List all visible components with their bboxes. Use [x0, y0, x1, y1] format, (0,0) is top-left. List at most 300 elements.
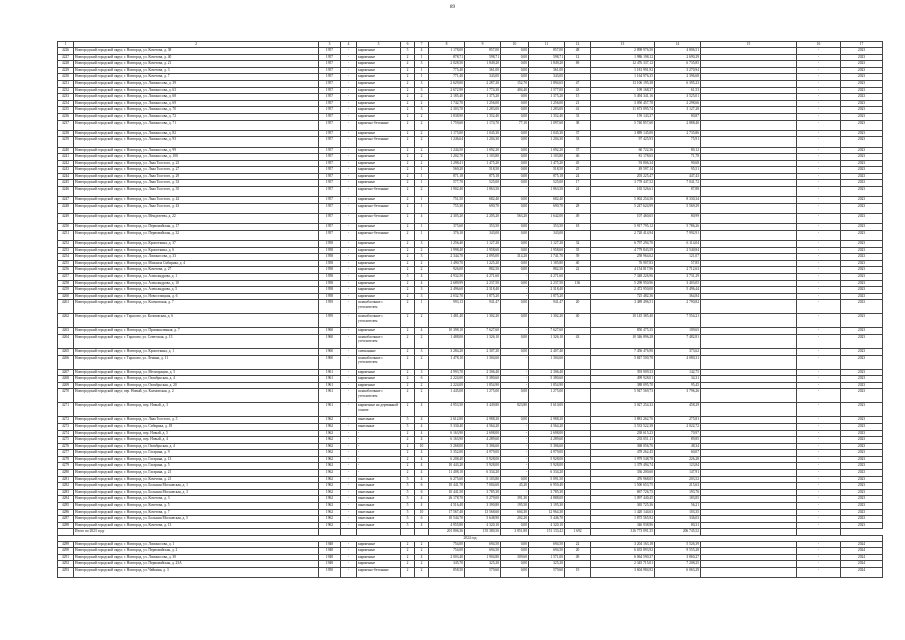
table-cell: 193,76 — [655, 489, 701, 496]
table-cell: 2 — [401, 355, 415, 369]
table-cell: 11 408,10 — [429, 470, 465, 477]
table-cell: - — [341, 113, 357, 120]
table-cell: 2 — [401, 137, 415, 147]
table-cell: 4262 — [58, 314, 74, 328]
table-cell: 4272 — [58, 417, 74, 424]
table-cell: - — [797, 522, 841, 529]
table-cell: 4 — [415, 328, 429, 335]
table-row — [58, 214, 883, 224]
table-row — [58, 389, 883, 403]
column-number: 14 — [655, 42, 701, 48]
table-cell: - — [797, 314, 841, 328]
table-cell: 9 555,28 — [655, 548, 701, 555]
table-cell: - — [797, 54, 841, 61]
column-number: 3 — [319, 42, 341, 48]
table-cell: - — [797, 287, 841, 294]
table-cell: кирпичные — [357, 180, 401, 187]
table-cell: - — [797, 80, 841, 87]
table-cell: 2 — [401, 100, 415, 107]
table-cell: 2 — [401, 456, 415, 463]
table-cell: 1 204,30 — [465, 137, 501, 147]
table-cell: - — [501, 187, 529, 197]
table-cell: 1 298,41 — [429, 160, 465, 167]
table-cell: 12 — [565, 54, 591, 61]
table-cell: 3 127,28 — [655, 107, 701, 114]
table-cell — [701, 160, 797, 167]
table-cell: 857,00 — [465, 48, 501, 55]
table-cell: 81 178,65 — [591, 154, 655, 161]
table-cell: - — [341, 167, 357, 174]
table-cell: - — [341, 476, 357, 483]
table-cell: - — [357, 463, 401, 470]
table-cell: 1 979 548,78 — [591, 456, 655, 463]
table-cell: 203,52 — [655, 476, 701, 483]
table-cell: - — [797, 423, 841, 430]
table-cell: 5 — [401, 48, 415, 55]
table-cell: 361,00 — [465, 67, 501, 74]
table-cell: 2 095,00 — [465, 254, 501, 261]
table-cell: 5 446,70 — [529, 516, 565, 523]
table-cell: 376,10 — [429, 230, 465, 240]
table-cell: 4 — [415, 456, 429, 463]
table-cell: 1962 — [319, 443, 341, 450]
table-cell: 1948 — [319, 541, 341, 548]
table-cell: - — [341, 173, 357, 180]
table-cell: 3 403,05 — [655, 280, 701, 287]
table-cell: 4270 — [58, 389, 74, 403]
table-cell: 1 092,20 — [529, 147, 565, 154]
table-cell: 4 — [415, 214, 429, 224]
table-cell: 4240 — [58, 147, 74, 154]
table-cell: 1 854,90 — [465, 382, 501, 389]
table-cell: Новгородский городской округ, г. Новгород, ул. Кочетова, д. 13 — [74, 522, 319, 529]
table-cell: 275,81 — [655, 417, 701, 424]
table-cell: - — [797, 160, 841, 167]
table-cell: 1957 — [319, 120, 341, 130]
table-cell: 2 — [415, 154, 429, 161]
table-cell — [701, 197, 797, 204]
table-cell: - — [501, 456, 529, 463]
table-cell: 2 — [401, 328, 415, 335]
table-cell — [701, 293, 797, 300]
column-number: 8 — [429, 42, 465, 48]
table-cell: 10 398,10 — [429, 328, 465, 335]
table-cell: 2 — [401, 94, 415, 101]
table-cell: Новгородский городской округ, г. Новгород, ул. Ломоносова, д. 93 — [74, 137, 319, 147]
table-cell: 2 — [415, 314, 429, 328]
table-cell: 6 334,20 — [529, 470, 565, 477]
table-cell: 3 — [415, 241, 429, 248]
table-cell: Новгородский городской округ, г. Новгород, ул. Кочетова, д. 21 — [74, 476, 319, 483]
table-cell: 1957 — [319, 54, 341, 61]
table-cell: 2023 — [841, 417, 883, 424]
table-cell: 4244 — [58, 173, 74, 180]
table-cell: 1 420 144,63 — [591, 509, 655, 516]
table-cell: - — [341, 541, 357, 548]
table-cell: кирпичные — [357, 280, 401, 287]
table-cell: 123,84 — [655, 463, 701, 470]
table-cell: 2 — [401, 403, 415, 417]
table-cell — [701, 476, 797, 483]
table-cell: Новгородский городской округ, г. Новгород, ул. Льва Толстого, д. 35 — [74, 187, 319, 197]
table-cell: 147,91 — [655, 470, 701, 477]
table-cell: 2023 — [841, 293, 883, 300]
table-cell: 1958 — [319, 280, 341, 287]
table-cell — [565, 496, 591, 503]
table-cell: 2 — [401, 254, 415, 261]
table-cell: 2 — [401, 147, 415, 154]
table-cell: 2 — [401, 267, 415, 274]
table-cell: 89,85 — [655, 437, 701, 444]
table-cell: 4241 — [58, 154, 74, 161]
table-cell: Новгородский городской округ, г. Новгород, ул. Ломоносова, д. 1 — [74, 541, 319, 548]
table-cell: 4274 — [58, 430, 74, 437]
table-cell: - — [797, 509, 841, 516]
table-cell: 2 — [401, 334, 415, 348]
table-cell: - — [341, 450, 357, 457]
table-cell: 1962 — [319, 509, 341, 516]
table-cell: 22 — [565, 541, 591, 548]
table-cell: 1 302,20 — [529, 314, 565, 328]
table-cell: 4288 — [58, 522, 74, 529]
table-cell: Новгородский городской округ, г. Новгород, ул. Кропоткина, д. 1 — [74, 348, 319, 355]
table-cell: Новгородский городской округ, г. Новгород, ул. Александрова, д. 10 — [74, 280, 319, 287]
table-cell: 49 — [565, 554, 591, 561]
table-cell: 5 380,60 — [465, 376, 501, 383]
table-cell: 2 — [415, 137, 429, 147]
table-cell: 345,70 — [429, 561, 465, 568]
table-row — [58, 548, 883, 555]
table-cell: 2 — [401, 80, 415, 87]
table-cell: 2 — [401, 113, 415, 120]
table-cell: кирпичные — [357, 241, 401, 248]
table-cell: Новгородский городской округ, г. Новгород, ул. Ломоносова, д. 68 — [74, 94, 319, 101]
table-cell: 4271 — [58, 403, 74, 417]
table-cell: 195,50 — [501, 503, 529, 510]
table-cell: 5 103,80 — [465, 476, 501, 483]
table-cell: 4234 — [58, 100, 74, 107]
table-cell — [565, 369, 591, 376]
table-cell: кирпично-бетонные — [357, 214, 401, 224]
table-cell: Новгородский городской округ, г. Тарасово, ул. Советская, д. 13 — [74, 334, 319, 348]
table-cell: 2023 — [841, 230, 883, 240]
table-cell: 1961 — [319, 376, 341, 383]
table-cell — [565, 522, 591, 529]
table-cell: - — [797, 67, 841, 74]
table-cell: - — [501, 273, 529, 280]
table-row — [58, 107, 883, 114]
table-cell: кирпичные на деревянной основе — [357, 403, 401, 417]
table-cell: 90,68 — [655, 160, 701, 167]
table-cell: 751,50 — [429, 197, 465, 204]
column-number: 1 — [58, 42, 74, 48]
table-cell: 4 — [415, 476, 429, 483]
table-cell: 0,00 — [501, 54, 529, 61]
table-cell: Новгородский городской округ, г. Новгород, ул. Льва Толстого, д. 42 — [74, 197, 319, 204]
table-cell: 0,00 — [501, 107, 529, 114]
table-cell: 1 097,60 — [529, 120, 565, 130]
table-cell: Новгородский городской округ, г. Новгород, ул. Новоселицкая, д. 6 — [74, 293, 319, 300]
table-cell: 4292 — [58, 561, 74, 568]
table-cell: кирпичные — [357, 254, 401, 261]
table-cell: 2 — [401, 247, 415, 254]
table-cell: - — [341, 154, 357, 161]
table-cell — [701, 167, 797, 174]
table-cell: 17 567,40 — [429, 509, 465, 516]
table-cell: 22 — [565, 267, 591, 274]
table-cell: - — [797, 173, 841, 180]
table-cell: - — [341, 417, 357, 424]
page-number: 89 — [450, 5, 455, 10]
table-cell — [701, 203, 797, 213]
table-cell: 4242 — [58, 160, 74, 167]
table-cell: 183,85 — [655, 496, 701, 503]
table-cell: 2 224,00 — [429, 382, 465, 389]
table-cell: 2023 — [841, 334, 883, 348]
table-cell: 755,30 — [429, 203, 465, 213]
table-cell: Новгородский городской округ, г. Новгород, ул. Льва Толстого, д. 29 — [74, 173, 319, 180]
table-cell: 2 — [415, 382, 429, 389]
table-cell: 3 525,01 — [655, 94, 701, 101]
table-cell: 4264 — [58, 334, 74, 348]
table-cell: кирпичные — [357, 173, 401, 180]
table-cell: 2023 — [841, 348, 883, 355]
table-cell: 5 928,00 — [529, 456, 565, 463]
table-cell: Новгородский городской округ, г. Новгород, ул. Ломоносова, д. 82 — [74, 130, 319, 137]
table-cell — [565, 516, 591, 523]
table-cell: 28 — [565, 203, 591, 213]
table-row — [58, 489, 883, 496]
table-cell: 6 797 294,70 — [591, 241, 655, 248]
table-cell: 0,00 — [501, 180, 529, 187]
table-cell: 4 932,50 — [429, 273, 465, 280]
table-cell: - — [341, 483, 357, 490]
register-table-body — [58, 42, 883, 578]
table-cell — [701, 450, 797, 457]
table-cell: 258 964,62 — [591, 254, 655, 261]
table-cell: 45,20 — [501, 483, 529, 490]
table-cell: 458,29 — [655, 403, 701, 417]
table-cell: панельные — [357, 489, 401, 496]
table-cell: - — [341, 287, 357, 294]
table-cell: 4283 — [58, 489, 74, 496]
table-row — [58, 48, 883, 55]
table-cell: - — [341, 437, 357, 444]
table-cell: 2023 — [841, 450, 883, 457]
table-cell: 5 306,60 — [529, 443, 565, 450]
table-cell: 2 — [401, 348, 415, 355]
table-cell: 0,00 — [501, 113, 529, 120]
table-cell: Новгородский городской округ, г. Новгород, ул. Кочетова, д. 40 — [74, 54, 319, 61]
table-cell: 858,50 — [429, 567, 465, 577]
column-number: 12 — [565, 42, 591, 48]
table-cell: 1 854,90 — [529, 382, 565, 389]
table-cell: 867 726,75 — [591, 489, 655, 496]
table-cell: 1962 — [319, 516, 341, 523]
table-cell: - — [341, 376, 357, 383]
total-label: Итого по 2023 году — [74, 529, 319, 535]
table-cell: 0,00 — [501, 203, 529, 213]
table-cell: 121,07 — [655, 254, 701, 261]
table-cell — [701, 247, 797, 254]
table-row — [58, 180, 883, 187]
table-cell: кирпичные — [357, 54, 401, 61]
table-cell: 1957 — [319, 61, 341, 68]
table-cell: 2 — [401, 260, 415, 267]
table-cell: 2 — [415, 147, 429, 154]
table-cell: 4 — [415, 496, 429, 503]
table-cell: 4 — [415, 273, 429, 280]
table-cell: 4249 — [58, 214, 74, 224]
table-cell: 0,00 — [501, 130, 529, 137]
table-cell: - — [341, 561, 357, 568]
table-cell: 1 304,60 — [529, 355, 565, 369]
table-cell: 325,20 — [465, 561, 501, 568]
table-cell: 0,00 — [501, 260, 529, 267]
table-cell: 1958 — [319, 273, 341, 280]
table-cell: кирпичные — [357, 147, 401, 154]
table-cell — [701, 287, 797, 294]
table-cell: Новгородский городской округ, г. Новгород, ул. Сибиряка, д. 18 — [74, 423, 319, 430]
table-cell: 5 268,00 — [429, 443, 465, 450]
table-cell: 5 526,39 — [655, 541, 701, 548]
table-cell: смешанные — [357, 348, 401, 355]
table-cell: 2 — [401, 224, 415, 231]
table-cell: 18 — [565, 224, 591, 231]
table-cell: - — [797, 167, 841, 174]
table-cell: 4237 — [58, 120, 74, 130]
table-row — [58, 130, 883, 137]
table-cell: 4260 — [58, 293, 74, 300]
table-cell: 2023 — [841, 54, 883, 61]
table-cell: 4239 — [58, 137, 74, 147]
table-cell: 364,84 — [655, 293, 701, 300]
column-number: 5 — [357, 42, 401, 48]
table-cell: Новгородский городской округ, г. Новгород, ул. Ломоносова, д. 100 — [74, 154, 319, 161]
table-cell: 1 352,40 — [529, 113, 565, 120]
table-cell: 1 958,60 — [529, 247, 565, 254]
table-cell: 1962 — [319, 423, 341, 430]
table-cell — [565, 430, 591, 437]
table-cell: 7 456 476,90 — [591, 348, 655, 355]
table-row — [58, 154, 883, 161]
table-cell: 1 375,20 — [465, 94, 501, 101]
table-cell: 4267 — [58, 369, 74, 376]
table-cell: 5 380,60 — [529, 376, 565, 383]
table-cell: - — [341, 74, 357, 81]
table-cell: 499 928,01 — [591, 376, 655, 383]
table-cell: 1 045,30 — [465, 130, 501, 137]
table-cell: 1958 — [319, 287, 341, 294]
table-cell: Новгородский городской округ, г. Новгород, ул. Мелиорации, д. 5 — [74, 369, 319, 376]
table-cell: 2 — [415, 389, 429, 403]
table-cell: 103,35 — [655, 509, 701, 516]
table-cell: 75,91 — [655, 137, 701, 147]
table-cell: 0,00 — [501, 154, 529, 161]
table-cell: 2 — [401, 548, 415, 555]
table-row — [58, 273, 883, 280]
table-cell: 4268 — [58, 376, 74, 383]
table-cell: 5 740 857,60 — [591, 120, 655, 130]
table-cell: - — [341, 516, 357, 523]
table-cell — [701, 260, 797, 267]
table-cell: 1 — [415, 230, 429, 240]
table-row — [58, 247, 883, 254]
table-cell: 21 — [565, 100, 591, 107]
table-cell: 1960 — [319, 328, 341, 335]
table-cell: - — [341, 203, 357, 213]
table-cell: 2 — [401, 567, 415, 577]
table-cell: 2 — [401, 167, 415, 174]
table-cell: - — [797, 224, 841, 231]
table-cell: 0,00 — [501, 94, 529, 101]
table-cell: 478 262,45 — [591, 450, 655, 457]
table-cell: 2 698,00 — [529, 430, 565, 437]
table-cell: 1 958,60 — [465, 247, 501, 254]
table-cell: 0,00 — [501, 230, 529, 240]
table-cell — [701, 548, 797, 555]
table-cell: 0,00 — [501, 74, 529, 81]
table-cell: - — [501, 443, 529, 450]
table-cell — [565, 287, 591, 294]
table-cell: 1 — [415, 67, 429, 74]
table-cell: 1 904,80 — [465, 554, 501, 561]
table-cell: 2024 — [841, 541, 883, 548]
table-cell: 4290 — [58, 548, 74, 555]
table-cell: 2 — [401, 74, 415, 81]
table-cell: - — [797, 197, 841, 204]
table-cell: 5 648,90 — [465, 516, 501, 523]
table-row — [58, 417, 883, 424]
table-cell: 1 174,70 — [465, 120, 501, 130]
table-cell: Новгородский городской округ, г. Новгород, ул. Первомайская, д. 32 — [74, 230, 319, 240]
table-cell: шлакоблочные с утеплителем — [357, 334, 401, 348]
table-cell: кирпичные — [357, 293, 401, 300]
table-cell: 2023 — [841, 247, 883, 254]
table-cell: 71,78 — [655, 154, 701, 161]
table-cell: - — [797, 417, 841, 424]
table-cell: 2 — [415, 334, 429, 348]
table-cell: - — [797, 430, 841, 437]
table-cell: 1 849,20 — [529, 61, 565, 68]
table-cell: 2 888,40 — [655, 120, 701, 130]
table-cell: 2 — [401, 173, 415, 180]
table-cell: 5 496,44 — [655, 287, 701, 294]
table-cell: Новгородский городской округ, г. Новгород, пер. Новый, д. 5 — [74, 430, 319, 437]
table-cell: 3 — [415, 293, 429, 300]
table-cell: - — [341, 54, 357, 61]
table-cell: панельные — [357, 516, 401, 523]
table-cell: Новгородский городской округ, г. Новгород, ул. Кочетова, д. 5 — [74, 503, 319, 510]
table-cell: панельные — [357, 496, 401, 503]
table-cell: 3 731,29 — [655, 273, 701, 280]
table-cell: - — [341, 403, 357, 417]
table-cell — [701, 403, 797, 417]
table-cell: 1957 — [319, 147, 341, 154]
table-cell: - — [357, 443, 401, 450]
table-cell: 875,18 — [465, 173, 501, 180]
table-row — [58, 287, 883, 294]
table-cell — [701, 130, 797, 137]
table-cell: - — [797, 100, 841, 107]
table-cell — [565, 67, 591, 74]
table-cell: - — [341, 423, 357, 430]
table-cell: 1957 — [319, 67, 341, 74]
table-cell: 1 875,20 — [465, 293, 501, 300]
table-cell: 1 375,20 — [529, 94, 565, 101]
table-cell: 2023 — [841, 180, 883, 187]
table-cell: 993,13 — [429, 300, 465, 314]
